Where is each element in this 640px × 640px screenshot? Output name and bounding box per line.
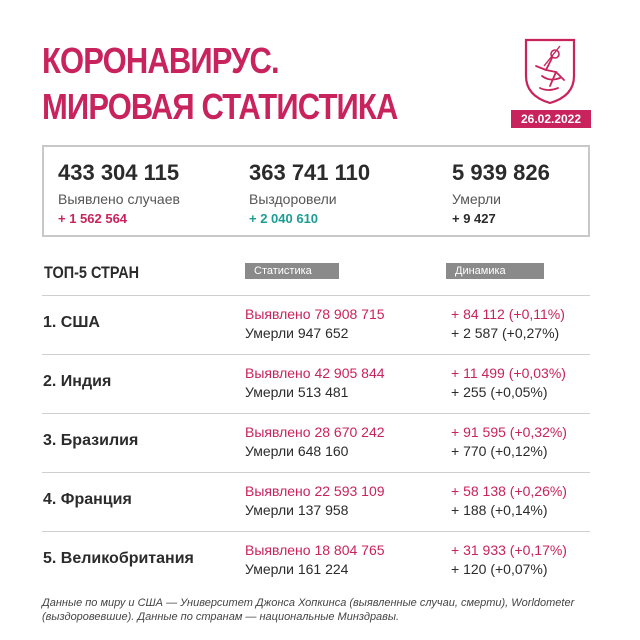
deaths-total: Умерли 648 160 [245, 443, 349, 459]
title-line-1: КОРОНАВИРУС. [42, 40, 279, 81]
deaths-delta: + 770 (+0,12%) [451, 443, 548, 459]
detected-total: Выявлено 28 670 242 [245, 424, 385, 440]
total-deaths-number: 5 939 826 [452, 160, 550, 185]
detected-delta: + 84 112 (+0,11%) [451, 306, 565, 322]
top5-heading: ТОП-5 СТРАН [44, 263, 140, 282]
column-header-statistics: Статистика [245, 263, 339, 279]
footnote-line-2: (выздоровевшие). Данные по странам — национальные Минздравы. [42, 611, 400, 623]
deaths-total: Умерли 513 481 [245, 384, 349, 400]
page-title [42, 38, 397, 130]
deaths-delta: + 120 (+0,07%) [451, 561, 548, 577]
total-deaths-label: Умерли [452, 191, 501, 207]
total-detected-number: 433 304 115 [58, 160, 180, 185]
detected-total: Выявлено 78 908 715 [245, 306, 385, 322]
country-name: 5. Великобритания [43, 550, 194, 567]
country-name: 1. США [43, 314, 100, 331]
moscow-coat-of-arms-icon [522, 36, 578, 106]
country-name: 2. Индия [43, 373, 112, 390]
world-totals-box [42, 145, 590, 237]
total-detected-label: Выявлено случаев [58, 191, 180, 207]
detected-delta: + 58 138 (+0,26%) [451, 483, 567, 499]
deaths-total: Умерли 161 224 [245, 561, 349, 577]
detected-total: Выявлено 42 905 844 [245, 365, 385, 381]
total-recovered-label: Выздоровели [249, 191, 337, 207]
deaths-delta: + 2 587 (+0,27%) [451, 325, 560, 341]
table-row [0, 473, 640, 531]
table-row [0, 355, 640, 413]
footnote-line-1: Данные по миру и США — Университет Джонса Хопкинса (выявленные случаи, смерти), Worldometer [42, 597, 575, 609]
total-detected [58, 159, 180, 227]
country-name: 4. Франция [43, 491, 132, 508]
table-row [0, 414, 640, 472]
total-deaths-delta: + 9 427 [452, 211, 496, 226]
deaths-delta: + 188 (+0,14%) [451, 502, 548, 518]
total-deaths [452, 159, 550, 227]
date-badge: 26.02.2022 [511, 110, 591, 128]
total-recovered-delta: + 2 040 610 [249, 211, 319, 226]
table-row [0, 532, 640, 590]
detected-delta: + 91 595 (+0,32%) [451, 424, 567, 440]
country-name: 3. Бразилия [43, 432, 139, 449]
detected-delta: + 31 933 (+0,17%) [451, 542, 567, 558]
detected-total: Выявлено 18 804 765 [245, 542, 385, 558]
detected-total: Выявлено 22 593 109 [245, 483, 385, 499]
deaths-total: Умерли 947 652 [245, 325, 349, 341]
total-detected-delta: + 1 562 564 [58, 211, 128, 226]
total-recovered [249, 159, 370, 227]
title-line-2: МИРОВАЯ СТАТИСТИКА [42, 86, 398, 127]
table-row [0, 296, 640, 354]
deaths-total: Умерли 137 958 [245, 502, 349, 518]
deaths-delta: + 255 (+0,05%) [451, 384, 548, 400]
column-header-dynamics: Динамика [446, 263, 544, 279]
source-footnote [42, 596, 602, 624]
detected-delta: + 11 499 (+0,03%) [451, 365, 566, 381]
total-recovered-number: 363 741 110 [249, 160, 371, 185]
